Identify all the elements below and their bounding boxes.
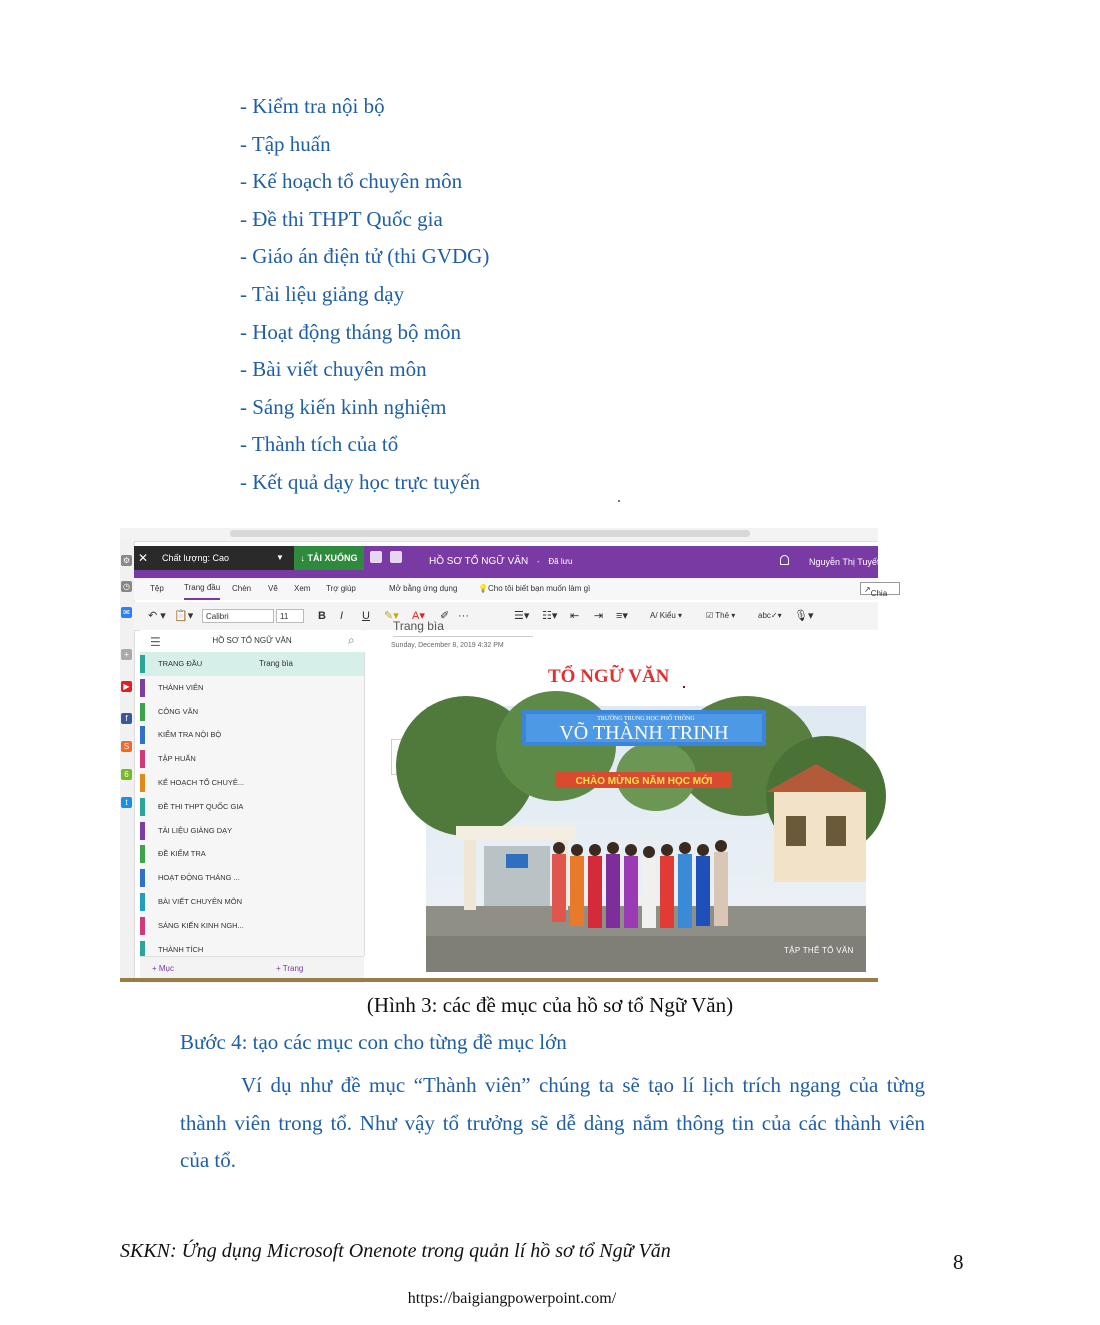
section-item[interactable] xyxy=(140,747,247,771)
tags-button[interactable]: ☑ Thẻ ▾ xyxy=(706,611,736,620)
step-heading: Bước 4: tạo các mục con cho từng đề mục lớn xyxy=(180,1030,567,1054)
user-name[interactable]: Nguyễn Thị Tuyết Nhung xyxy=(809,557,909,567)
section-label: TRANG ĐẦU xyxy=(158,659,203,668)
align-icon[interactable]: ≡▾ xyxy=(616,610,628,622)
tab-draw[interactable]: Vẽ xyxy=(268,584,278,593)
section-color-tab xyxy=(140,679,145,697)
section-label: ĐỀ KIỂM TRA xyxy=(158,849,206,859)
school-sign: VÕ THÀNH TRINH xyxy=(559,722,729,744)
section-label: THÀNH VIÊN xyxy=(158,682,204,692)
facebook-icon: f xyxy=(121,713,132,724)
bold-button[interactable]: B xyxy=(318,610,326,622)
bell-icon[interactable] xyxy=(780,555,789,565)
section-label: TÀI LIỆU GIẢNG DẠY xyxy=(158,825,233,835)
list-item: - Giáo án điện tử (thi GVDG) xyxy=(240,244,490,269)
list-item: - Sáng kiến kinh nghiệm xyxy=(240,394,447,419)
more-icon[interactable]: ··· xyxy=(458,610,469,622)
section-color-tab xyxy=(140,917,145,935)
section-label: TẬP HUẤN xyxy=(158,754,196,764)
browser-side-strip xyxy=(120,541,135,982)
font-color-icon[interactable]: A▾ xyxy=(412,610,425,622)
list-item: - Hoạt động tháng bộ môn xyxy=(240,319,462,344)
italic-button[interactable]: I xyxy=(340,610,344,622)
section-color-tab xyxy=(140,893,145,911)
font-size-select[interactable]: 11 xyxy=(276,609,304,623)
tab-home[interactable]: Trang đầu xyxy=(184,578,220,600)
notebook-header: ☰ HỒ SƠ TỔ NGỮ VĂN ⌕ xyxy=(140,630,364,653)
indent-icon[interactable]: ⇥ xyxy=(594,610,604,622)
list-item: - Thành tích của tổ xyxy=(240,432,399,457)
body-paragraph: Ví dụ như đề mục “Thành viên” chúng ta sẽ tạo lí lịch trích ngang của từng thành viên trong tổ. Như vậy tổ trưởng sẽ dễ dàng nắm thông tin của các thành viên của tổ. xyxy=(180,1073,925,1173)
undo-icon[interactable]: ↶ ▾ xyxy=(148,610,166,622)
photo-caption: TẬP THỂ TỔ VĂN xyxy=(784,946,854,955)
section-color-tab xyxy=(140,822,145,840)
section-item[interactable] xyxy=(140,866,247,890)
section-item[interactable] xyxy=(140,652,247,676)
styles-button[interactable]: A/ Kiểu ▾ xyxy=(650,611,683,620)
underline-button[interactable]: U xyxy=(362,610,370,622)
section-color-tab xyxy=(140,726,145,744)
section-item[interactable] xyxy=(140,700,247,724)
highlight-icon[interactable]: ✎▾ xyxy=(384,610,399,622)
browser-url-bar xyxy=(120,528,878,542)
list-item: - Kiểm tra nội bộ xyxy=(240,94,385,118)
stray-dot xyxy=(618,500,620,502)
messenger-icon: ✉ xyxy=(121,607,132,618)
section-color-tab xyxy=(140,703,145,721)
section-item[interactable] xyxy=(140,890,247,914)
page-number: 8 xyxy=(953,1250,964,1274)
page-canvas[interactable] xyxy=(365,619,878,982)
youtube-icon: ▶ xyxy=(121,681,132,692)
section-label: THÀNH TÍCH xyxy=(158,944,204,954)
welcome-banner: CHÀO MỪNG NĂM HỌC MỚI xyxy=(575,776,713,787)
add-page-button[interactable]: + Trang xyxy=(276,964,304,973)
tiki-icon: t xyxy=(121,797,132,808)
window-icon[interactable] xyxy=(370,551,382,563)
section-item[interactable] xyxy=(140,676,247,700)
bulb-icon[interactable] xyxy=(390,551,402,563)
close-icon[interactable]: ✕ xyxy=(138,551,149,565)
tab-insert[interactable]: Chèn xyxy=(232,584,252,593)
spelling-icon[interactable]: abc✓▾ xyxy=(758,611,782,620)
section-label: SÁNG KIẾN KINH NGH... xyxy=(158,920,244,930)
figure-caption: (Hình 3: các đề mục của hồ sơ tổ Ngữ Văn) xyxy=(366,993,734,1017)
menu-icon[interactable]: ☰ xyxy=(150,635,161,649)
list-item: - Tài liệu giảng dạy xyxy=(240,281,405,306)
group-photo xyxy=(426,706,866,972)
section-item[interactable] xyxy=(140,795,247,819)
app-icon: 6 xyxy=(121,769,132,780)
page-title[interactable]: Trang bìa xyxy=(393,624,533,637)
page-heading[interactable]: TỔ NGỮ VĂN xyxy=(548,666,670,687)
tab-help[interactable]: Trợ giúp xyxy=(326,584,356,593)
section-label: CÔNG VĂN xyxy=(158,706,199,716)
shopee-icon: S xyxy=(121,741,132,752)
list-item: - Kết quả dạy học trực tuyến xyxy=(240,469,480,494)
section-item[interactable] xyxy=(140,723,247,747)
download-button[interactable]: ↓ TẢI XUỐNG xyxy=(294,546,364,570)
section-color-tab xyxy=(140,655,145,673)
section-item[interactable] xyxy=(140,819,247,843)
page-list xyxy=(247,652,365,956)
section-item[interactable] xyxy=(140,771,247,795)
notebook-title: HỒ SƠ TỔ NGỮ VĂN - Đã lưu xyxy=(429,556,573,567)
section-color-tab xyxy=(140,845,145,863)
quality-selector[interactable]: ✕ Chất lượng: Cao ▼ xyxy=(134,546,294,570)
source-url: https://baigiangpowerpoint.com/ xyxy=(407,1290,617,1307)
section-color-tab xyxy=(140,750,145,768)
list-item: - Đề thi THPT Quốc gia xyxy=(240,206,443,231)
font-name-select[interactable]: Calibri xyxy=(202,609,274,623)
section-list xyxy=(140,652,248,956)
tab-file[interactable]: Tệp xyxy=(150,584,164,593)
open-in-app-link[interactable]: Mở bằng ứng dụng xyxy=(389,584,458,593)
section-label: ĐỀ THI THPT QUỐC GIA xyxy=(158,801,244,811)
section-color-tab xyxy=(140,869,145,887)
gear-icon: ⚙ xyxy=(122,556,131,565)
onenote-title-bar xyxy=(134,546,909,578)
section-label: KẾ HOẠCH TỔ CHUYÊ... xyxy=(158,778,245,787)
section-label: BÀI VIẾT CHUYÊN MÔN xyxy=(158,897,243,906)
school-sign-top: TRƯỜNG TRUNG HỌC PHỔ THÔNG xyxy=(597,716,695,722)
section-label: HOẠT ĐỘNG THÁNG ... xyxy=(158,873,240,883)
ribbon-tabs xyxy=(134,578,888,600)
list-item: - Tập huấn xyxy=(240,131,331,156)
bullets-icon[interactable]: ☰▾ xyxy=(514,610,530,622)
history-icon: ◷ xyxy=(121,581,132,592)
share-button[interactable]: ↗ Chia xyxy=(860,582,900,595)
section-color-tab xyxy=(140,774,145,792)
dictate-icon[interactable]: 🎙▾ xyxy=(794,610,814,622)
outdent-icon[interactable]: ⇤ xyxy=(570,610,580,622)
section-color-tab xyxy=(140,798,145,816)
numbering-icon[interactable]: ☷▾ xyxy=(542,610,558,622)
add-section-button[interactable]: + Mục xyxy=(152,964,175,973)
folder-list xyxy=(240,88,489,502)
clear-format-icon[interactable]: ✐ xyxy=(440,610,450,622)
page-item[interactable]: Trang bìa xyxy=(247,652,364,676)
chevron-down-icon: ▼ xyxy=(276,553,284,562)
onenote-screenshot xyxy=(120,528,909,982)
tab-view[interactable]: Xem xyxy=(294,584,311,593)
plus-icon: + xyxy=(121,649,132,660)
tell-me-field[interactable]: 💡 Cho tôi biết bạn muốn làm gì xyxy=(478,584,591,593)
page-footer: SKKN: Ứng dụng Microsoft Onenote trong quản lí hồ sơ tổ Ngữ Văn xyxy=(120,1240,671,1262)
list-item: - Kế hoạch tổ chuyên môn xyxy=(240,169,463,194)
list-item: - Bài viết chuyên môn xyxy=(240,357,427,382)
search-icon[interactable]: ⌕ xyxy=(348,633,355,647)
paste-icon[interactable]: 📋▾ xyxy=(174,610,194,622)
section-item[interactable] xyxy=(140,914,247,938)
section-label: KIỂM TRA NỘI BỘ xyxy=(158,730,222,740)
section-item[interactable] xyxy=(140,842,247,866)
page-date: Sunday, December 8, 2019 4:32 PM xyxy=(391,642,504,649)
